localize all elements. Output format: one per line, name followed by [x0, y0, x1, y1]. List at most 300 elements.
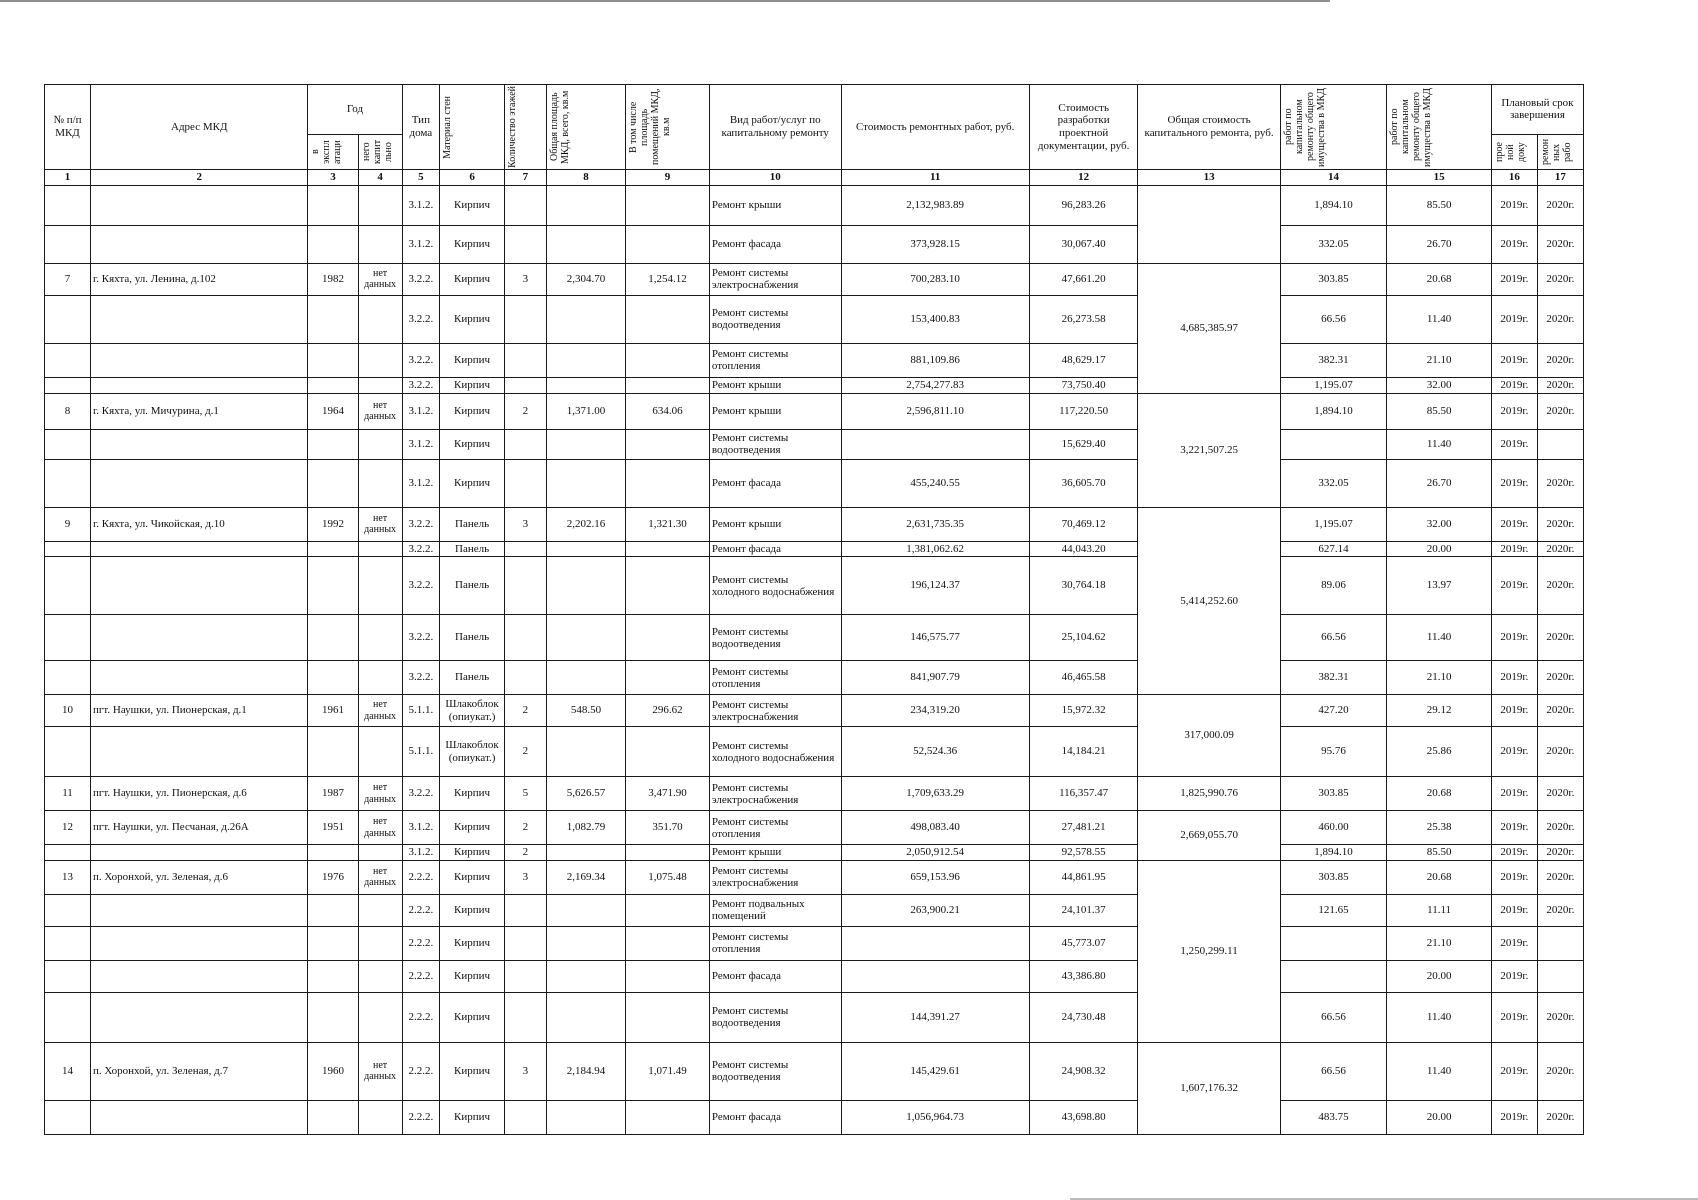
house-number: 9 — [45, 507, 91, 541]
limit-per-sqm: 21.10 — [1387, 926, 1492, 960]
cost-per-sqm: 483.75 — [1280, 1100, 1387, 1134]
work-type: Ремонт фасада — [709, 1100, 841, 1134]
house-address — [91, 225, 308, 263]
wall-material: Кирпич — [440, 1042, 505, 1100]
repair-cost — [841, 960, 1029, 992]
year-last-repair: нет данных — [358, 811, 402, 845]
design-cost: 27,481.21 — [1029, 811, 1138, 845]
repair-cost: 144,391.27 — [841, 992, 1029, 1042]
floor-count — [504, 541, 546, 557]
work-type: Ремонт системы электроснабжения — [709, 695, 841, 727]
design-deadline: 2019г. — [1491, 661, 1537, 695]
design-deadline: 2019г. — [1491, 377, 1537, 393]
house-type: 3.2.2. — [402, 557, 440, 615]
area-premises — [626, 615, 710, 661]
column-number: 16 — [1491, 169, 1537, 185]
works-deadline: 2020г. — [1537, 992, 1583, 1042]
house-address — [91, 615, 308, 661]
work-type: Ремонт фасада — [709, 960, 841, 992]
area-premises: 1,321.30 — [626, 507, 710, 541]
header-total-cost: Общая стоимость капитального ремонта, руб. — [1138, 85, 1280, 170]
year-commissioned: 1961 — [308, 695, 358, 727]
total-cost: 2,669,055.70 — [1138, 811, 1280, 861]
design-cost: 96,283.26 — [1029, 185, 1138, 225]
area-total — [546, 661, 625, 695]
year-last-repair — [358, 960, 402, 992]
house-address — [91, 960, 308, 992]
repair-cost: 1,381,062.62 — [841, 541, 1029, 557]
year-commissioned: 1964 — [308, 393, 358, 429]
area-total — [546, 343, 625, 377]
design-cost: 24,730.48 — [1029, 992, 1138, 1042]
design-deadline: 2019г. — [1491, 695, 1537, 727]
area-total: 1,082.79 — [546, 811, 625, 845]
repair-cost — [841, 926, 1029, 960]
header-design-deadline: прое ной доку — [1491, 134, 1537, 169]
repair-cost: 1,709,633.29 — [841, 777, 1029, 811]
area-total: 2,184.94 — [546, 1042, 625, 1100]
limit-per-sqm: 11.11 — [1387, 894, 1492, 926]
table-row — [45, 960, 1584, 992]
work-type: Ремонт системы водоотведения — [709, 615, 841, 661]
column-number: 8 — [546, 169, 625, 185]
cost-per-sqm: 303.85 — [1280, 777, 1387, 811]
column-number: 12 — [1029, 169, 1138, 185]
house-address — [91, 541, 308, 557]
design-cost: 43,698.80 — [1029, 1100, 1138, 1134]
area-total: 1,371.00 — [546, 393, 625, 429]
design-cost: 70,469.12 — [1029, 507, 1138, 541]
wall-material: Кирпич — [440, 992, 505, 1042]
header-house-type: Тип дома — [402, 85, 440, 170]
area-premises — [626, 960, 710, 992]
year-last-repair — [358, 845, 402, 861]
design-deadline: 2019г. — [1491, 992, 1537, 1042]
design-deadline: 2019г. — [1491, 777, 1537, 811]
limit-per-sqm: 20.68 — [1387, 777, 1492, 811]
works-deadline: 2020г. — [1537, 811, 1583, 845]
year-last-repair — [358, 661, 402, 695]
table-row — [45, 894, 1584, 926]
work-type: Ремонт системы холодного водоснабжения — [709, 557, 841, 615]
design-deadline: 2019г. — [1491, 343, 1537, 377]
house-address — [91, 295, 308, 343]
design-deadline: 2019г. — [1491, 615, 1537, 661]
repair-cost: 234,319.20 — [841, 695, 1029, 727]
repair-cost: 153,400.83 — [841, 295, 1029, 343]
house-number — [45, 845, 91, 861]
year-commissioned — [308, 926, 358, 960]
design-deadline: 2019г. — [1491, 894, 1537, 926]
design-cost: 25,104.62 — [1029, 615, 1138, 661]
house-number — [45, 615, 91, 661]
area-total: 548.50 — [546, 695, 625, 727]
cost-per-sqm: 66.56 — [1280, 295, 1387, 343]
floor-count — [504, 225, 546, 263]
header-col15: работ по капитальном ремонту общего имущества в МКД — [1387, 85, 1492, 170]
year-commissioned — [308, 459, 358, 507]
year-commissioned: 1987 — [308, 777, 358, 811]
floor-count — [504, 377, 546, 393]
house-type: 3.2.2. — [402, 343, 440, 377]
design-cost: 36,605.70 — [1029, 459, 1138, 507]
area-premises: 296.62 — [626, 695, 710, 727]
table-row — [45, 992, 1584, 1042]
design-deadline: 2019г. — [1491, 845, 1537, 861]
floor-count — [504, 615, 546, 661]
cost-per-sqm: 332.05 — [1280, 225, 1387, 263]
table-row — [45, 185, 1584, 225]
limit-per-sqm: 21.10 — [1387, 661, 1492, 695]
house-number — [45, 377, 91, 393]
work-type: Ремонт крыши — [709, 507, 841, 541]
area-premises — [626, 992, 710, 1042]
wall-material: Кирпич — [440, 225, 505, 263]
house-type: 2.2.2. — [402, 960, 440, 992]
year-last-repair — [358, 225, 402, 263]
wall-material: Панель — [440, 615, 505, 661]
design-cost: 14,184.21 — [1029, 727, 1138, 777]
table-row — [45, 727, 1584, 777]
table-row — [45, 1042, 1584, 1100]
house-address — [91, 557, 308, 615]
area-premises: 3,471.90 — [626, 777, 710, 811]
design-deadline: 2019г. — [1491, 185, 1537, 225]
house-address: п. Хоронхой, ул. Зеленая, д.6 — [91, 860, 308, 894]
cost-per-sqm: 382.31 — [1280, 343, 1387, 377]
repair-cost: 841,907.79 — [841, 661, 1029, 695]
house-type: 3.2.2. — [402, 507, 440, 541]
limit-per-sqm: 32.00 — [1387, 507, 1492, 541]
house-address: г. Кяхта, ул. Мичурина, д.1 — [91, 393, 308, 429]
house-number — [45, 894, 91, 926]
header-work-type: Вид работ/услуг по капитальному ремонту — [709, 85, 841, 170]
year-last-repair: нет данных — [358, 695, 402, 727]
area-total — [546, 727, 625, 777]
header-floors: Количество этажей — [504, 85, 546, 170]
design-cost: 116,357.47 — [1029, 777, 1138, 811]
table-row — [45, 295, 1584, 343]
wall-material: Кирпич — [440, 926, 505, 960]
year-commissioned — [308, 992, 358, 1042]
floor-count: 3 — [504, 860, 546, 894]
header-col14: работ по капитальном ремонту общего имущества в МКД — [1280, 85, 1387, 170]
year-commissioned: 1976 — [308, 860, 358, 894]
limit-per-sqm: 85.50 — [1387, 845, 1492, 861]
design-cost: 73,750.40 — [1029, 377, 1138, 393]
house-address — [91, 992, 308, 1042]
area-premises — [626, 225, 710, 263]
total-cost: 317,000.09 — [1138, 695, 1280, 777]
year-commissioned — [308, 185, 358, 225]
year-last-repair — [358, 727, 402, 777]
wall-material: Кирпич — [440, 393, 505, 429]
wall-material: Кирпич — [440, 811, 505, 845]
house-type: 3.1.2. — [402, 459, 440, 507]
total-cost: 3,221,507.25 — [1138, 393, 1280, 507]
year-last-repair — [358, 343, 402, 377]
header-year-last-repair: него капит льно — [358, 134, 402, 169]
wall-material: Шлакоблок (опиукат.) — [440, 695, 505, 727]
house-address — [91, 429, 308, 459]
wall-material: Кирпич — [440, 343, 505, 377]
total-cost: 5,414,252.60 — [1138, 507, 1280, 695]
work-type: Ремонт системы электроснабжения — [709, 860, 841, 894]
column-number: 10 — [709, 169, 841, 185]
house-number — [45, 295, 91, 343]
area-premises — [626, 1100, 710, 1134]
works-deadline: 2020г. — [1537, 1042, 1583, 1100]
design-cost: 45,773.07 — [1029, 926, 1138, 960]
area-premises — [626, 926, 710, 960]
works-deadline: 2020г. — [1537, 777, 1583, 811]
floor-count: 2 — [504, 811, 546, 845]
house-number — [45, 926, 91, 960]
limit-per-sqm: 26.70 — [1387, 225, 1492, 263]
area-premises — [626, 295, 710, 343]
works-deadline: 2020г. — [1537, 377, 1583, 393]
house-type: 3.2.2. — [402, 263, 440, 295]
year-commissioned — [308, 960, 358, 992]
work-type: Ремонт системы отопления — [709, 926, 841, 960]
year-last-repair — [358, 992, 402, 1042]
table-row — [45, 845, 1584, 861]
cost-per-sqm: 95.76 — [1280, 727, 1387, 777]
column-number: 9 — [626, 169, 710, 185]
floor-count — [504, 295, 546, 343]
floor-count: 5 — [504, 777, 546, 811]
year-commissioned — [308, 615, 358, 661]
year-commissioned: 1992 — [308, 507, 358, 541]
cost-per-sqm: 66.56 — [1280, 1042, 1387, 1100]
limit-per-sqm: 13.97 — [1387, 557, 1492, 615]
limit-per-sqm: 11.40 — [1387, 1042, 1492, 1100]
column-number: 11 — [841, 169, 1029, 185]
area-premises: 634.06 — [626, 393, 710, 429]
house-address — [91, 185, 308, 225]
house-number: 8 — [45, 393, 91, 429]
design-deadline: 2019г. — [1491, 393, 1537, 429]
house-number — [45, 727, 91, 777]
work-type: Ремонт системы водоотведения — [709, 992, 841, 1042]
repair-cost: 455,240.55 — [841, 459, 1029, 507]
wall-material: Панель — [440, 557, 505, 615]
area-total — [546, 615, 625, 661]
year-last-repair — [358, 894, 402, 926]
year-commissioned — [308, 661, 358, 695]
area-total: 5,626.57 — [546, 777, 625, 811]
area-premises: 1,071.49 — [626, 1042, 710, 1100]
house-address: пгт. Наушки, ул. Песчаная, д.26А — [91, 811, 308, 845]
area-total — [546, 894, 625, 926]
design-deadline: 2019г. — [1491, 429, 1537, 459]
design-cost: 44,861.95 — [1029, 860, 1138, 894]
wall-material: Кирпич — [440, 894, 505, 926]
design-deadline: 2019г. — [1491, 557, 1537, 615]
house-number — [45, 661, 91, 695]
limit-per-sqm: 20.00 — [1387, 1100, 1492, 1134]
area-total — [546, 185, 625, 225]
area-total — [546, 295, 625, 343]
repair-cost: 498,083.40 — [841, 811, 1029, 845]
header-wall-material: Материал стен — [440, 85, 505, 170]
house-number: 11 — [45, 777, 91, 811]
design-cost: 117,220.50 — [1029, 393, 1138, 429]
area-premises — [626, 377, 710, 393]
area-premises — [626, 845, 710, 861]
wall-material: Кирпич — [440, 459, 505, 507]
year-commissioned — [308, 894, 358, 926]
design-cost: 26,273.58 — [1029, 295, 1138, 343]
column-number: 1 — [45, 169, 91, 185]
area-premises — [626, 541, 710, 557]
cost-per-sqm: 382.31 — [1280, 661, 1387, 695]
year-commissioned — [308, 225, 358, 263]
floor-count — [504, 185, 546, 225]
total-cost-empty — [1138, 185, 1280, 263]
header-year-commission: в экспл атаци — [308, 134, 358, 169]
header-number: № п/п МКД — [45, 85, 91, 170]
cost-per-sqm: 627.14 — [1280, 541, 1387, 557]
header-design-cost: Стоимость разработки проектной документации, руб. — [1029, 85, 1138, 170]
header-works-deadline: ремон ных рабо — [1537, 134, 1583, 169]
year-last-repair: нет данных — [358, 777, 402, 811]
cost-per-sqm: 66.56 — [1280, 992, 1387, 1042]
floor-count: 3 — [504, 507, 546, 541]
design-cost: 46,465.58 — [1029, 661, 1138, 695]
column-number: 17 — [1537, 169, 1583, 185]
column-number: 7 — [504, 169, 546, 185]
table-row — [45, 429, 1584, 459]
limit-per-sqm: 20.00 — [1387, 960, 1492, 992]
table-row — [45, 377, 1584, 393]
table-header — [45, 85, 1584, 186]
table-row — [45, 1100, 1584, 1134]
repair-schedule-table — [44, 84, 1584, 1135]
house-number — [45, 992, 91, 1042]
house-type: 5.1.1. — [402, 695, 440, 727]
house-number — [45, 541, 91, 557]
table-row — [45, 557, 1584, 615]
cost-per-sqm: 89.06 — [1280, 557, 1387, 615]
floor-count — [504, 1100, 546, 1134]
house-type: 3.2.2. — [402, 377, 440, 393]
column-number: 14 — [1280, 169, 1387, 185]
work-type: Ремонт системы водоотведения — [709, 429, 841, 459]
works-deadline: 2020г. — [1537, 695, 1583, 727]
cost-per-sqm: 427.20 — [1280, 695, 1387, 727]
limit-per-sqm: 32.00 — [1387, 377, 1492, 393]
house-address — [91, 727, 308, 777]
area-total — [546, 992, 625, 1042]
table-row — [45, 860, 1584, 894]
limit-per-sqm: 11.40 — [1387, 429, 1492, 459]
wall-material: Кирпич — [440, 295, 505, 343]
works-deadline: 2020г. — [1537, 541, 1583, 557]
works-deadline: 2020г. — [1537, 727, 1583, 777]
area-premises — [626, 894, 710, 926]
header-year: Год — [308, 85, 402, 135]
floor-count — [504, 557, 546, 615]
design-cost: 48,629.17 — [1029, 343, 1138, 377]
table-row — [45, 507, 1584, 541]
repair-cost: 2,132,983.89 — [841, 185, 1029, 225]
repair-cost: 2,596,811.10 — [841, 393, 1029, 429]
area-total — [546, 926, 625, 960]
floor-count — [504, 343, 546, 377]
cost-per-sqm: 460.00 — [1280, 811, 1387, 845]
area-premises — [626, 429, 710, 459]
house-type: 3.1.2. — [402, 393, 440, 429]
wall-material: Панель — [440, 507, 505, 541]
area-premises — [626, 185, 710, 225]
wall-material: Панель — [440, 541, 505, 557]
table-row — [45, 661, 1584, 695]
year-last-repair — [358, 429, 402, 459]
table-row — [45, 225, 1584, 263]
wall-material: Кирпич — [440, 377, 505, 393]
design-deadline: 2019г. — [1491, 541, 1537, 557]
floor-count — [504, 429, 546, 459]
year-last-repair: нет данных — [358, 507, 402, 541]
cost-per-sqm — [1280, 926, 1387, 960]
works-deadline: 2020г. — [1537, 185, 1583, 225]
year-last-repair: нет данных — [358, 1042, 402, 1100]
design-cost: 44,043.20 — [1029, 541, 1138, 557]
year-commissioned — [308, 1100, 358, 1134]
limit-per-sqm: 85.50 — [1387, 185, 1492, 225]
house-type: 3.1.2. — [402, 225, 440, 263]
cost-per-sqm — [1280, 960, 1387, 992]
work-type: Ремонт системы водоотведения — [709, 295, 841, 343]
works-deadline: 2020г. — [1537, 894, 1583, 926]
works-deadline: 2020г. — [1537, 263, 1583, 295]
floor-count: 2 — [504, 727, 546, 777]
cost-per-sqm: 303.85 — [1280, 263, 1387, 295]
repair-cost: 700,283.10 — [841, 263, 1029, 295]
cost-per-sqm: 332.05 — [1280, 459, 1387, 507]
table-body — [45, 185, 1584, 1134]
year-last-repair: нет данных — [358, 263, 402, 295]
table-row — [45, 811, 1584, 845]
house-type: 3.2.2. — [402, 661, 440, 695]
wall-material: Шлакоблок (опиукат.) — [440, 727, 505, 777]
design-deadline: 2019г. — [1491, 225, 1537, 263]
area-total — [546, 429, 625, 459]
house-address — [91, 377, 308, 393]
year-last-repair — [358, 459, 402, 507]
house-address — [91, 926, 308, 960]
repair-cost: 145,429.61 — [841, 1042, 1029, 1100]
floor-count: 2 — [504, 845, 546, 861]
limit-per-sqm: 25.38 — [1387, 811, 1492, 845]
area-total — [546, 541, 625, 557]
limit-per-sqm: 20.68 — [1387, 263, 1492, 295]
cost-per-sqm: 1,195.07 — [1280, 507, 1387, 541]
table-row — [45, 263, 1584, 295]
work-type: Ремонт фасада — [709, 225, 841, 263]
repair-cost: 2,631,735.35 — [841, 507, 1029, 541]
floor-count: 3 — [504, 263, 546, 295]
design-cost: 24,101.37 — [1029, 894, 1138, 926]
total-cost: 1,250,299.11 — [1138, 860, 1280, 1042]
floor-count — [504, 926, 546, 960]
area-premises: 1,254.12 — [626, 263, 710, 295]
house-number: 10 — [45, 695, 91, 727]
year-commissioned — [308, 541, 358, 557]
repair-cost: 1,056,964.73 — [841, 1100, 1029, 1134]
area-premises: 351.70 — [626, 811, 710, 845]
